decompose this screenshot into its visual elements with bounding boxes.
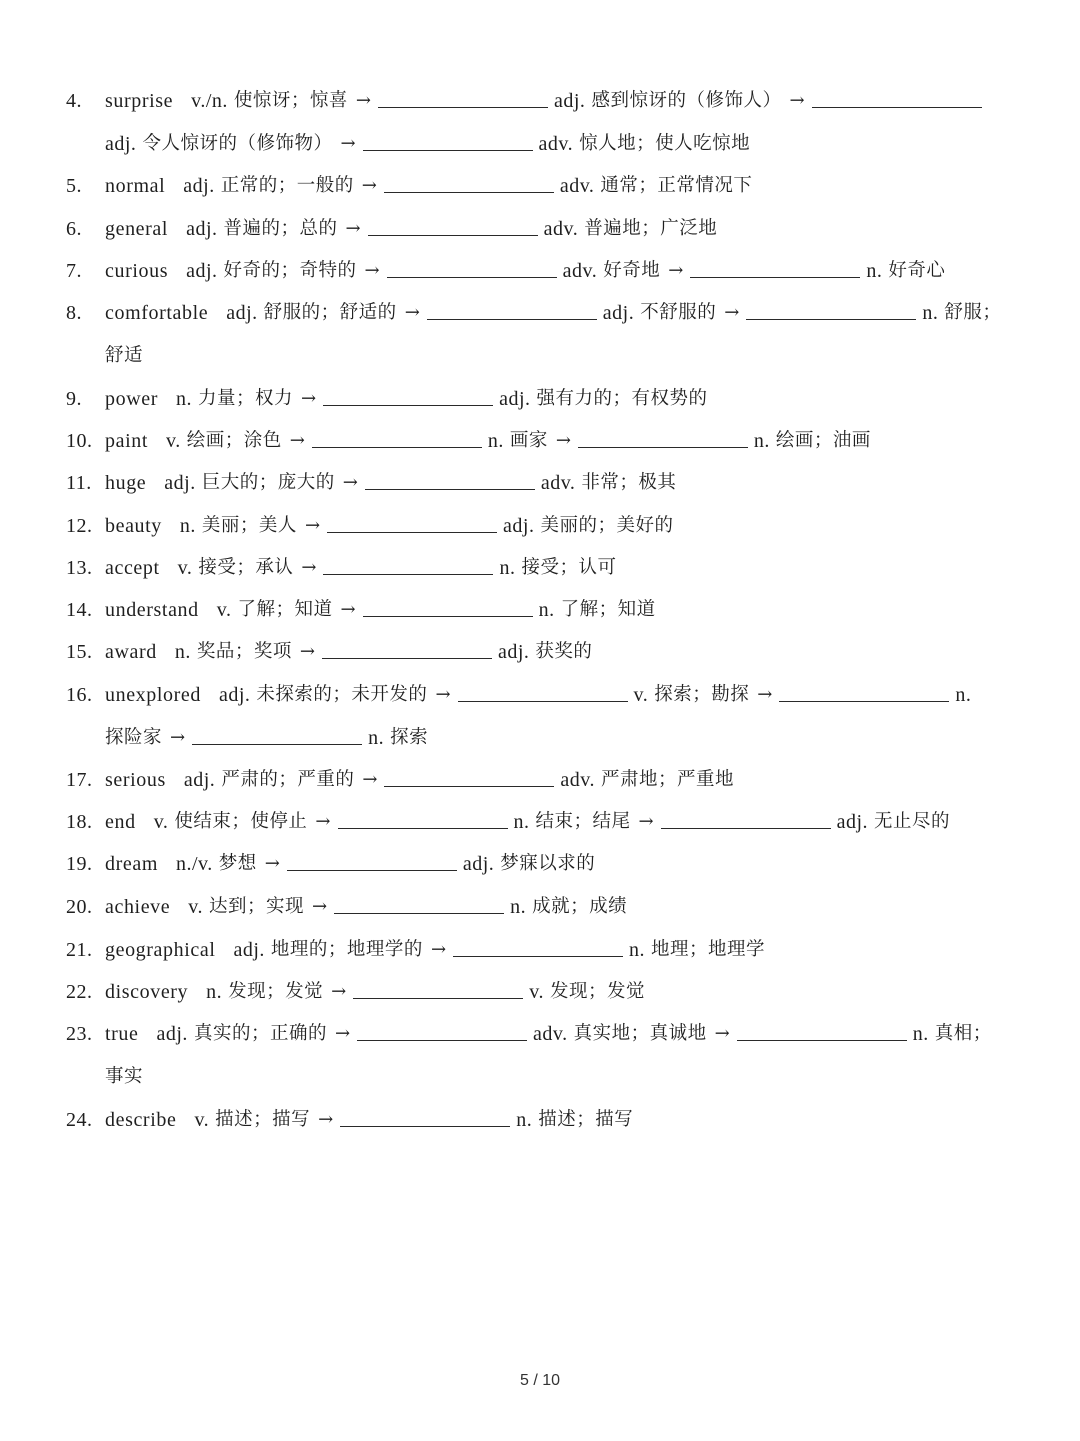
answer-blank[interactable] [363, 129, 533, 151]
answer-blank[interactable] [363, 595, 533, 617]
derivative-pos: adj. [836, 811, 869, 833]
entry-word: power [105, 388, 158, 410]
derivative-pos: n. [499, 557, 516, 579]
entry-number: 7. [66, 260, 82, 282]
derivative-meaning: 强有力的；有权势的 [536, 388, 708, 409]
derivative-pos: n. [368, 727, 385, 749]
derivative-pos: n. [538, 599, 555, 621]
arrow-icon: → [301, 557, 317, 578]
derivative-pos: adj. [499, 388, 531, 410]
entry-pos: v. [216, 599, 232, 621]
arrow-icon: → [638, 811, 654, 832]
entry-word: huge [105, 472, 147, 494]
answer-blank[interactable] [334, 892, 504, 914]
derivative-pos: n. [510, 896, 527, 918]
answer-blank[interactable] [387, 256, 557, 278]
derivative-meaning: 了解；知道 [560, 599, 656, 620]
entry-number: 22. [66, 981, 93, 1003]
arrow-icon: → [299, 641, 315, 662]
answer-blank[interactable] [384, 765, 554, 787]
entry-word: general [105, 218, 169, 240]
page-indicator: 5 / 10 [519, 1372, 561, 1389]
derivative-meaning: 惊人地；使人吃惊地 [579, 133, 751, 154]
derivative-pos: adv. [559, 175, 595, 197]
arrow-icon: → [555, 430, 571, 451]
entry-pos: adj. [186, 260, 218, 282]
entry-meaning: 真实的；正确的 [193, 1023, 327, 1044]
derivative-meaning: 真相； [934, 1023, 992, 1044]
answer-blank[interactable] [322, 637, 492, 659]
entry-pos: adj. [226, 302, 258, 324]
arrow-icon: → [342, 472, 358, 493]
derivative-pos: adv. [538, 133, 574, 155]
derivative-meaning: 结束；结尾 [535, 811, 631, 832]
arrow-icon: → [340, 599, 356, 620]
answer-blank[interactable] [353, 977, 523, 999]
entry-number: 19. [66, 853, 93, 875]
entry-word: serious [105, 769, 166, 791]
entry-pos: v. [177, 557, 193, 579]
entry-number: 18. [66, 811, 93, 833]
derivative-pos: adv. [560, 769, 595, 791]
derivative-pos: n. [516, 1109, 533, 1131]
arrow-icon: → [362, 769, 378, 790]
derivative-meaning: 探索；勘探 [654, 684, 750, 705]
answer-blank[interactable] [192, 723, 362, 745]
answer-blank[interactable] [338, 807, 508, 829]
entry-word: unexplored [105, 684, 201, 706]
derivative-meaning: 探索 [390, 727, 429, 748]
derivative-meaning-continuation: 事实 [105, 1066, 144, 1087]
entry-meaning: 未探索的；未开发的 [256, 684, 428, 705]
entry-word: surprise [105, 90, 174, 112]
derivative-meaning: 地理；地理学 [651, 939, 766, 960]
derivative-pos: n. [922, 302, 939, 324]
derivative-pos: adj. [105, 133, 137, 155]
derivative-meaning: 不舒服的 [640, 302, 717, 323]
entry-pos: v. [166, 430, 181, 452]
derivative-meaning: 梦寐以求的 [500, 853, 596, 874]
entry-number: 11. [66, 472, 92, 494]
derivative-pos: n. [513, 811, 530, 833]
arrow-icon: → [345, 218, 361, 239]
entry-number: 17. [66, 769, 93, 791]
entry-word: normal [105, 175, 166, 197]
arrow-icon: → [757, 684, 773, 705]
entry-pos: n. [174, 641, 191, 663]
entry-pos: v. [188, 896, 203, 918]
entry-word: comfortable [105, 302, 209, 324]
entry-word: dream [105, 853, 158, 875]
arrow-icon: → [301, 388, 317, 409]
entry-number: 16. [66, 684, 93, 706]
arrow-icon: → [304, 515, 321, 536]
entry-meaning: 巨大的；庞大的 [201, 472, 335, 493]
entry-meaning: 力量；权力 [197, 388, 293, 409]
arrow-icon: → [170, 727, 186, 748]
entry-meaning: 描述；描写 [215, 1109, 311, 1130]
entry-meaning: 使结束；使停止 [174, 811, 308, 832]
derivative-pos: adv. [543, 218, 579, 240]
answer-blank[interactable] [384, 171, 554, 193]
derivative-meaning: 成就；成绩 [532, 896, 628, 917]
entry-pos: adj. [164, 472, 196, 494]
entry-pos: adj. [218, 684, 251, 706]
derivative-meaning: 严肃地；严重地 [601, 769, 735, 790]
entry-number: 6. [66, 218, 82, 240]
answer-blank[interactable] [378, 86, 548, 108]
entry-pos: v. [153, 811, 169, 833]
answer-blank[interactable] [661, 807, 831, 829]
entry-pos: adj. [183, 175, 215, 197]
arrow-icon: → [355, 90, 371, 111]
entry-word: beauty [105, 515, 162, 537]
derivative-pos: adj. [503, 515, 535, 537]
entry-meaning: 正常的；一般的 [220, 175, 354, 196]
entry-number: 15. [66, 641, 93, 663]
entry-word: understand [105, 599, 199, 621]
entry-pos: adj. [156, 1023, 188, 1045]
entry-number: 4. [66, 90, 82, 112]
entry-word: geographical [105, 939, 216, 961]
answer-blank[interactable] [312, 426, 482, 448]
derivative-meaning: 画家 [509, 430, 548, 451]
answer-blank[interactable] [690, 256, 860, 278]
derivative-meaning: 普遍地；广泛地 [584, 218, 718, 239]
answer-blank[interactable] [458, 680, 628, 702]
derivative-pos: adv. [562, 260, 598, 282]
derivative-meaning: 好奇地 [603, 260, 661, 281]
derivative-meaning-continuation: 舒适 [105, 345, 144, 366]
entry-meaning: 梦想 [218, 853, 257, 874]
answer-blank[interactable] [812, 86, 982, 108]
derivative-pos: adv. [533, 1023, 568, 1045]
entry-number: 20. [66, 896, 93, 918]
arrow-icon: → [334, 1023, 351, 1044]
answer-blank[interactable] [368, 214, 538, 236]
entry-number: 21. [66, 939, 93, 961]
entry-meaning: 达到；实现 [208, 896, 304, 917]
derivative-pos: n. [866, 260, 883, 282]
arrow-icon: → [724, 302, 740, 323]
answer-blank[interactable] [365, 468, 535, 490]
entry-number: 8. [66, 302, 82, 324]
derivative-pos: adj. [497, 641, 530, 663]
derivative-pos: adj. [602, 302, 635, 324]
arrow-icon: → [315, 811, 331, 832]
derivative-meaning: 感到惊讶的（修饰人） [591, 90, 782, 111]
entry-meaning: 了解；知道 [237, 599, 333, 620]
derivative-meaning: 绘画；油画 [775, 430, 871, 451]
answer-blank[interactable] [578, 426, 748, 448]
entry-number: 5. [66, 175, 82, 197]
arrow-icon: → [289, 430, 305, 451]
derivative-meaning: 真实地；真诚地 [573, 1023, 707, 1044]
derivative-meaning: 获奖的 [535, 641, 593, 662]
derivative-pos: adj. [554, 90, 586, 112]
derivative-pos: n. [912, 1023, 929, 1045]
arrow-icon: → [340, 133, 356, 154]
entry-pos: adj. [183, 769, 216, 791]
derivative-meaning: 好奇心 [888, 260, 946, 281]
entry-pos: n. [179, 515, 196, 537]
entry-meaning: 发现；发觉 [228, 981, 324, 1002]
entry-word: discovery [105, 981, 189, 1003]
entry-word: award [105, 641, 157, 663]
entry-meaning: 普遍的；总的 [223, 218, 338, 239]
entry-number: 12. [66, 515, 93, 537]
arrow-icon: → [668, 260, 684, 281]
derivative-pos: n. [629, 939, 646, 961]
derivative-pos: v. [529, 981, 544, 1003]
entry-meaning: 绘画；涂色 [186, 430, 282, 451]
answer-blank[interactable] [453, 935, 623, 957]
answer-blank[interactable] [323, 553, 493, 575]
answer-blank[interactable] [327, 511, 497, 533]
entry-word: true [105, 1023, 139, 1045]
entry-number: 10. [66, 430, 93, 452]
derivative-meaning: 探险家 [105, 727, 163, 748]
derivative-meaning: 通常；正常情况下 [600, 175, 753, 196]
entry-meaning: 使惊讶；惊喜 [233, 90, 348, 111]
entry-meaning: 美丽；美人 [201, 515, 297, 536]
derivative-meaning: 舒服； [944, 302, 1002, 323]
derivative-meaning: 发现；发觉 [549, 981, 645, 1002]
entry-word: accept [105, 557, 160, 579]
entry-word: end [105, 811, 136, 833]
arrow-icon: → [331, 981, 347, 1002]
answer-blank[interactable] [357, 1019, 527, 1041]
entry-meaning: 好奇的；奇特的 [223, 260, 357, 281]
derivative-meaning: 描述；描写 [538, 1109, 634, 1130]
entry-word: describe [105, 1109, 177, 1131]
arrow-icon: → [789, 90, 805, 111]
entry-word: paint [105, 430, 148, 452]
derivative-meaning: 令人惊讶的（修饰物） [142, 133, 333, 154]
derivative-pos: v. [633, 684, 649, 706]
answer-blank[interactable] [340, 1105, 510, 1127]
derivative-meaning: 接受；认可 [521, 557, 617, 578]
answer-blank[interactable] [779, 680, 949, 702]
entry-number: 23. [66, 1023, 93, 1045]
arrow-icon: → [404, 302, 420, 323]
derivative-meaning: 无止尽的 [874, 811, 951, 832]
entry-meaning: 舒服的；舒适的 [263, 302, 397, 323]
arrow-icon: → [435, 684, 451, 705]
answer-blank[interactable] [323, 384, 493, 406]
entry-number: 9. [66, 388, 82, 410]
entry-pos: v./n. [191, 90, 228, 112]
entry-number: 14. [66, 599, 93, 621]
arrow-icon: → [361, 175, 377, 196]
derivative-meaning: 美丽的；美好的 [540, 515, 674, 536]
entry-pos: v. [194, 1109, 210, 1131]
arrow-icon: → [264, 853, 280, 874]
arrow-icon: → [430, 939, 447, 960]
answer-blank[interactable] [746, 298, 916, 320]
answer-blank[interactable] [737, 1019, 907, 1041]
entry-meaning: 地理的；地理学的 [270, 939, 423, 960]
entry-number: 13. [66, 557, 93, 579]
derivative-pos: adv. [540, 472, 576, 494]
answer-blank[interactable] [287, 849, 457, 871]
arrow-icon: → [318, 1109, 334, 1130]
derivative-pos: n. [955, 684, 972, 706]
entry-meaning: 奖品；奖项 [196, 641, 292, 662]
entry-meaning: 严肃的；严重的 [221, 769, 355, 790]
entry-pos: adj. [233, 939, 265, 961]
entry-word: achieve [105, 896, 171, 918]
entry-word: curious [105, 260, 169, 282]
arrow-icon: → [311, 896, 328, 917]
entry-number: 24. [66, 1109, 93, 1131]
answer-blank[interactable] [427, 298, 597, 320]
entry-pos: n. [206, 981, 223, 1003]
derivative-pos: adj. [462, 853, 495, 875]
derivative-pos: n. [487, 430, 504, 452]
arrow-icon: → [714, 1023, 730, 1044]
derivative-pos: n. [753, 430, 770, 452]
entry-meaning: 接受；承认 [198, 557, 294, 578]
entry-pos: n./v. [175, 853, 213, 875]
derivative-meaning: 非常；极其 [581, 472, 677, 493]
entry-pos: n. [175, 388, 192, 410]
entry-pos: adj. [186, 218, 218, 240]
arrow-icon: → [364, 260, 380, 281]
